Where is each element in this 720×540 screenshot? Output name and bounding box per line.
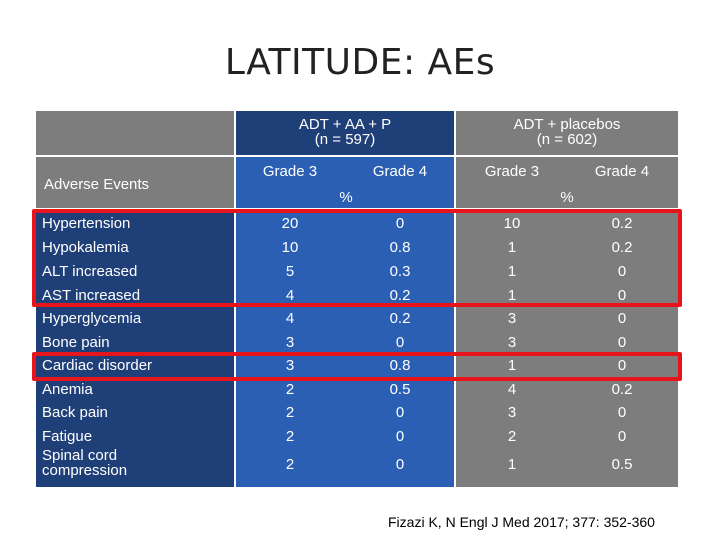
table-value: 2 — [285, 381, 295, 398]
table-value: 0.5 — [389, 381, 411, 398]
table-value: 3 — [507, 334, 517, 351]
unit-label-group-1: % — [339, 189, 353, 206]
citation-suffix: ; 377: 352-360 — [564, 514, 655, 530]
table-value: 0.3 — [389, 263, 411, 280]
adverse-event-label: Cardiac disorder — [42, 357, 153, 374]
table-value: 0.2 — [611, 215, 633, 232]
table-value: 1 — [507, 239, 517, 256]
adverse-event-label: Back pain — [42, 404, 108, 421]
adverse-event-label: Anemia — [42, 381, 93, 398]
table-value: 0.2 — [389, 310, 411, 327]
table-value: 3 — [285, 357, 295, 374]
adverse-event-label: Fatigue — [42, 428, 93, 445]
grade-label-1: Grade 4 — [372, 163, 428, 180]
group-1-name: ADT + AA + P — [298, 116, 392, 133]
table-value: 0.2 — [389, 287, 411, 304]
grade-label-2: Grade 3 — [484, 163, 540, 180]
table-value: 0.2 — [611, 381, 633, 398]
table-value: 3 — [507, 310, 517, 327]
table-value: 0.5 — [611, 456, 633, 473]
header-blank-cell — [36, 111, 234, 155]
table-value: 4 — [285, 310, 295, 327]
table-value: 1 — [507, 456, 517, 473]
table-value: 2 — [285, 456, 295, 473]
table-value: 2 — [285, 428, 295, 445]
table-value: 0 — [617, 334, 627, 351]
adverse-event-label: ALT increased — [42, 263, 138, 280]
slide-title: LATITUDE: AEs — [224, 42, 496, 83]
group-2-name: ADT + placebos — [513, 116, 621, 133]
table-value: 10 — [503, 215, 521, 232]
adverse-event-label: Bone pain — [42, 334, 110, 351]
table-value: 0 — [395, 456, 405, 473]
table-value: 1 — [507, 263, 517, 280]
table-value: 0 — [617, 310, 627, 327]
table-value: 0 — [617, 428, 627, 445]
table-value: 20 — [281, 215, 299, 232]
table-value: 0 — [395, 215, 405, 232]
row-header-label: Adverse Events — [44, 176, 150, 193]
highlight-box-cardiac-row — [32, 352, 682, 381]
grade-label-0: Grade 3 — [262, 163, 318, 180]
citation-year: 2017 — [533, 514, 565, 530]
table-value: 3 — [285, 334, 295, 351]
grade-label-3: Grade 4 — [594, 163, 650, 180]
adverse-event-label: AST increased — [42, 287, 141, 304]
group-2-n: (n = 602) — [536, 131, 598, 148]
adverse-event-label: Spinal cord compression — [42, 447, 128, 479]
adverse-event-label: Hypokalemia — [42, 239, 129, 256]
highlight-box-top-rows — [32, 209, 682, 307]
table-value: 3 — [507, 404, 517, 421]
table-value: 4 — [285, 287, 295, 304]
table-value: 10 — [281, 239, 299, 256]
adverse-event-label: Hyperglycemia — [42, 310, 142, 327]
table-value: 0.2 — [611, 239, 633, 256]
table-value: 0.8 — [389, 239, 411, 256]
table-value: 0 — [617, 263, 627, 280]
table-value: 0 — [617, 287, 627, 304]
citation — [388, 514, 655, 530]
table-value: 0 — [617, 357, 627, 374]
citation-prefix: Fizazi K, N Engl J Med — [388, 514, 534, 530]
table-value: 4 — [507, 381, 517, 398]
table-value: 1 — [507, 357, 517, 374]
table-value: 0 — [617, 404, 627, 421]
table-value: 0 — [395, 404, 405, 421]
adverse-event-label: Hypertension — [42, 215, 131, 232]
table-value: 1 — [507, 287, 517, 304]
group-1-n: (n = 597) — [314, 131, 376, 148]
unit-label-group-2: % — [560, 189, 574, 206]
table-value: 2 — [285, 404, 295, 421]
table-value: 0 — [395, 428, 405, 445]
table-value: 2 — [507, 428, 517, 445]
table-value: 0.8 — [389, 357, 411, 374]
table-value: 0 — [395, 334, 405, 351]
table-value: 5 — [285, 263, 295, 280]
